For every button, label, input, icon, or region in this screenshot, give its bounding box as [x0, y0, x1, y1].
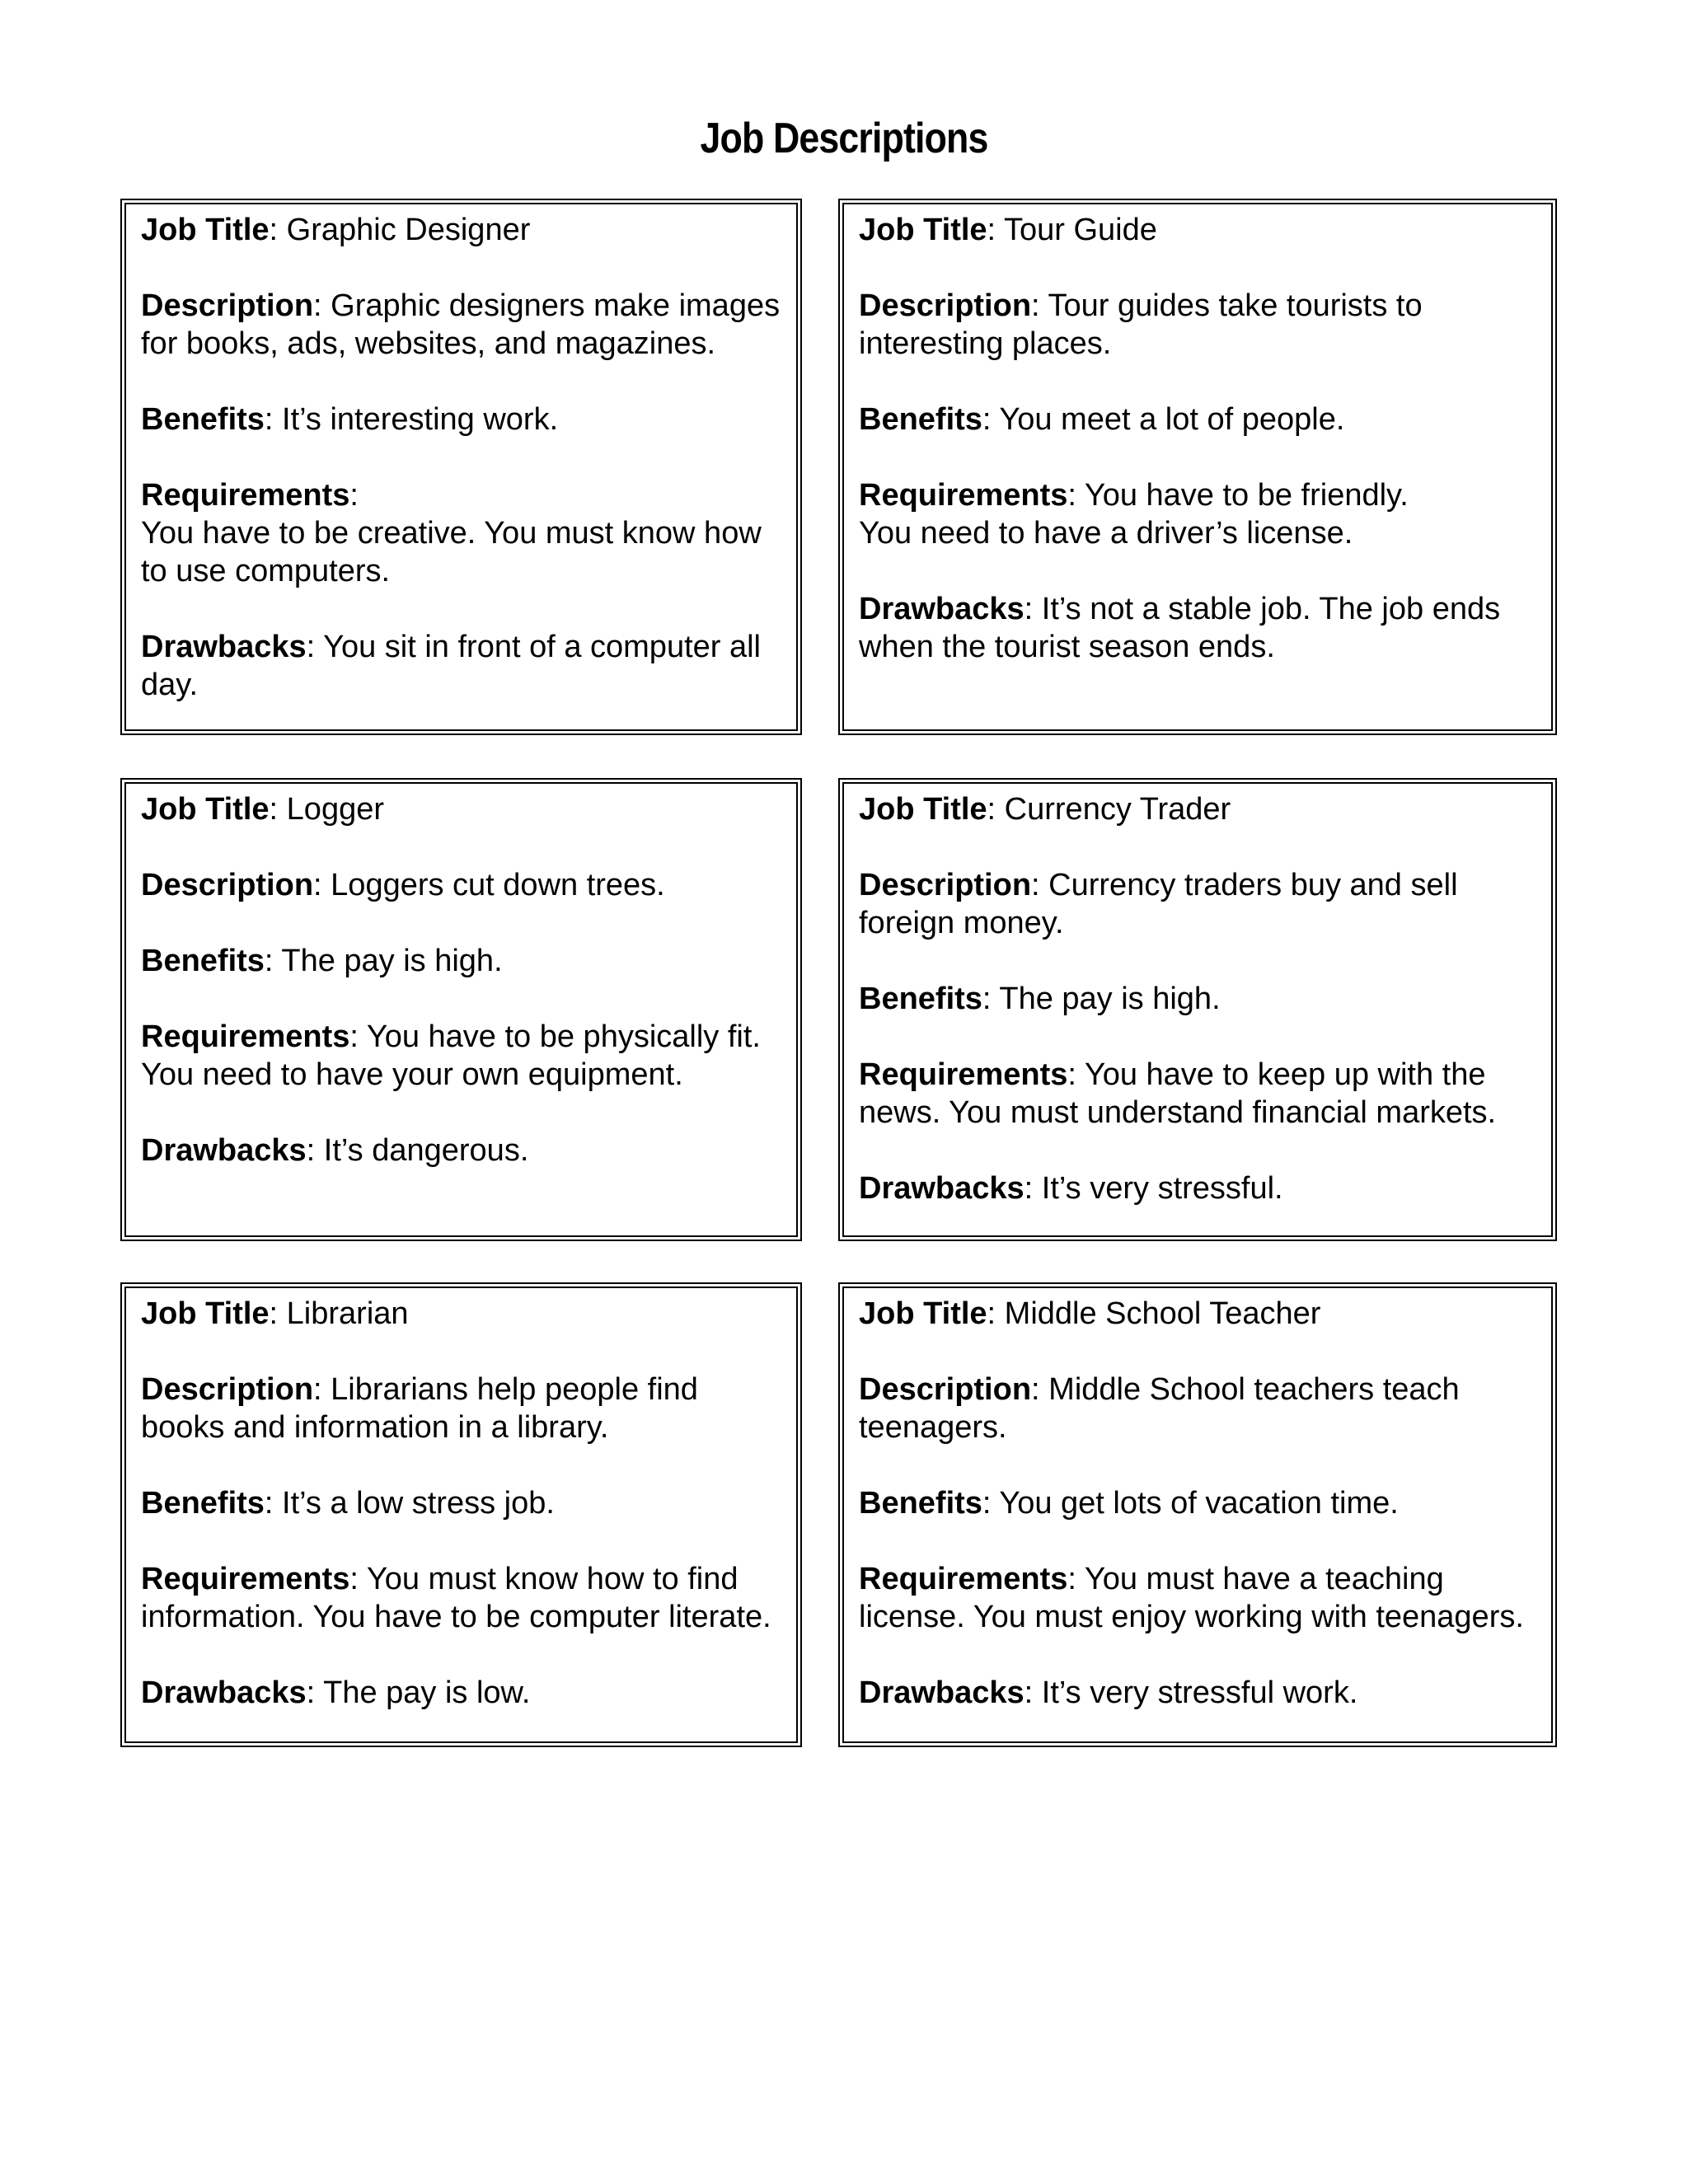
description-label: Description: [859, 288, 1032, 323]
description-label: Description: [141, 868, 314, 902]
benefits-value: The pay is high.: [999, 982, 1221, 1016]
job-title-field: Job Title: Currency Trader: [859, 792, 1231, 827]
drawbacks-label: Drawbacks: [141, 630, 307, 664]
job-title-label: Job Title: [141, 1296, 270, 1331]
description-value: Tour guides take tourists to interesting places.: [859, 288, 1423, 361]
job-title-value: Tour Guide: [1003, 213, 1157, 247]
requirements-label: Requirements: [859, 478, 1068, 513]
requirements-field: Requirements: You have to be physically fit. You need to have your own equipment.: [141, 1019, 761, 1092]
job-title-label: Job Title: [859, 213, 987, 247]
job-card-logger: [120, 778, 802, 1241]
requirements-label: Requirements: [859, 1562, 1068, 1596]
job-title-label: Job Title: [859, 792, 987, 827]
benefits-value: You meet a lot of people.: [999, 402, 1345, 437]
job-title-field: Job Title: Graphic Designer: [141, 213, 531, 247]
description-field: Description: Librarians help people find books and information in a library.: [141, 1372, 698, 1445]
benefits-field: Benefits: The pay is high.: [141, 944, 503, 978]
requirements-field: Requirements: You have to keep up with the news. You must understand financial markets.: [859, 1057, 1497, 1130]
page-title: Job Descriptions: [700, 115, 988, 162]
drawbacks-field: Drawbacks: It’s not a stable job. The job ends when the tourist season ends.: [859, 592, 1501, 664]
job-card-tour-guide: [838, 199, 1557, 735]
drawbacks-label: Drawbacks: [859, 1171, 1025, 1206]
job-title-label: Job Title: [141, 792, 270, 827]
drawbacks-value: It’s not a stable job. The job ends when the tourist season ends.: [859, 592, 1501, 664]
requirements-field: Requirements: You must have a teaching license. You must enjoy working with teenagers.: [859, 1562, 1524, 1634]
benefits-field: Benefits: You meet a lot of people.: [859, 402, 1345, 437]
description-field: Description: Loggers cut down trees.: [141, 868, 665, 902]
drawbacks-field: Drawbacks: It’s very stressful.: [859, 1171, 1283, 1206]
benefits-value: It’s a low stress job.: [282, 1486, 555, 1521]
job-title-label: Job Title: [859, 1296, 987, 1331]
requirements-value: You have to keep up with the news. You must understand financial markets.: [859, 1057, 1497, 1130]
job-title-field: Job Title: Logger: [141, 792, 384, 827]
requirements-value: You have to be friendly.: [1084, 478, 1409, 513]
drawbacks-value: It’s very stressful work.: [1041, 1675, 1358, 1710]
benefits-field: Benefits: You get lots of vacation time.: [859, 1486, 1399, 1521]
description-label: Description: [141, 1372, 314, 1407]
drawbacks-field: Drawbacks: The pay is low.: [141, 1675, 531, 1710]
job-title-field: Job Title: Middle School Teacher: [859, 1296, 1321, 1331]
description-value: Librarians help people find books and information in a library.: [141, 1372, 698, 1445]
requirements-value: You have to be creative. You must know how to use computers.: [141, 516, 762, 588]
description-value: Middle School teachers teach teenagers.: [859, 1372, 1460, 1445]
job-title-label: Job Title: [141, 213, 270, 247]
job-title-value: Middle School Teacher: [1004, 1296, 1321, 1331]
drawbacks-label: Drawbacks: [859, 592, 1025, 626]
job-card-middle-school-teacher: [838, 1282, 1557, 1747]
job-title-value: Currency Trader: [1004, 792, 1231, 827]
description-label: Description: [859, 1372, 1032, 1407]
benefits-value: The pay is high.: [281, 944, 503, 978]
drawbacks-field: Drawbacks: It’s very stressful work.: [859, 1675, 1358, 1710]
requirements-label: Requirements: [141, 478, 350, 513]
benefits-label: Benefits: [859, 982, 982, 1016]
benefits-field: Benefits: It’s a low stress job.: [141, 1486, 555, 1521]
drawbacks-label: Drawbacks: [141, 1133, 307, 1168]
job-title-value: Graphic Designer: [286, 213, 531, 247]
requirements-label: Requirements: [141, 1562, 350, 1596]
description-value: Currency traders buy and sell foreign money.: [859, 868, 1458, 940]
job-card-currency-trader: [838, 778, 1557, 1241]
job-card-graphic-designer: [120, 199, 802, 735]
description-field: Description: Middle School teachers teach teenagers.: [859, 1372, 1460, 1445]
drawbacks-value: It’s dangerous.: [323, 1133, 529, 1168]
job-title-field: Job Title: Librarian: [141, 1296, 409, 1331]
benefits-label: Benefits: [141, 1486, 265, 1521]
description-field: Description: Tour guides take tourists to interesting places.: [859, 288, 1423, 361]
benefits-label: Benefits: [141, 944, 265, 978]
requirements-value-line2: You need to have a driver’s license.: [859, 516, 1353, 551]
drawbacks-field: Drawbacks: It’s dangerous.: [141, 1133, 529, 1168]
benefits-field: Benefits: The pay is high.: [859, 982, 1221, 1016]
drawbacks-label: Drawbacks: [859, 1675, 1025, 1710]
requirements-value: You must have a teaching license. You must enjoy working with teenagers.: [859, 1562, 1524, 1634]
drawbacks-value: It’s very stressful.: [1041, 1171, 1283, 1206]
job-title-field: Job Title: Tour Guide: [859, 213, 1157, 247]
benefits-label: Benefits: [141, 402, 265, 437]
requirements-value: You have to be physically fit. You need to have your own equipment.: [141, 1019, 761, 1092]
description-value: Loggers cut down trees.: [331, 868, 665, 902]
job-title-value: Logger: [286, 792, 384, 827]
requirements-field: Requirements: You have to be friendly. You need to have a driver’s license.: [859, 476, 1536, 552]
benefits-field: Benefits: It’s interesting work.: [141, 402, 559, 437]
drawbacks-value: The pay is low.: [323, 1675, 531, 1710]
description-field: Description: Graphic designers make images for books, ads, websites, and magazines.: [141, 288, 781, 361]
description-label: Description: [859, 868, 1032, 902]
drawbacks-label: Drawbacks: [141, 1675, 307, 1710]
drawbacks-field: Drawbacks: You sit in front of a computer all day.: [141, 630, 761, 702]
description-label: Description: [141, 288, 314, 323]
job-title-value: Librarian: [286, 1296, 409, 1331]
requirements-value: You must know how to find information. You have to be computer literate.: [141, 1562, 771, 1634]
benefits-value: It’s interesting work.: [282, 402, 559, 437]
benefits-value: You get lots of vacation time.: [999, 1486, 1399, 1521]
benefits-label: Benefits: [859, 402, 982, 437]
description-field: Description: Currency traders buy and sell foreign money.: [859, 868, 1458, 940]
drawbacks-value: You sit in front of a computer all day.: [141, 630, 761, 702]
requirements-field: Requirements: You must know how to find information. You have to be computer literate.: [141, 1562, 771, 1634]
description-value: Graphic designers make images for books, ads, websites, and magazines.: [141, 288, 781, 361]
requirements-field: Requirements: You have to be creative. You must know how to use computers.: [141, 476, 781, 590]
job-card-librarian: [120, 1282, 802, 1747]
requirements-label: Requirements: [859, 1057, 1068, 1092]
benefits-label: Benefits: [859, 1486, 982, 1521]
requirements-label: Requirements: [141, 1019, 350, 1054]
